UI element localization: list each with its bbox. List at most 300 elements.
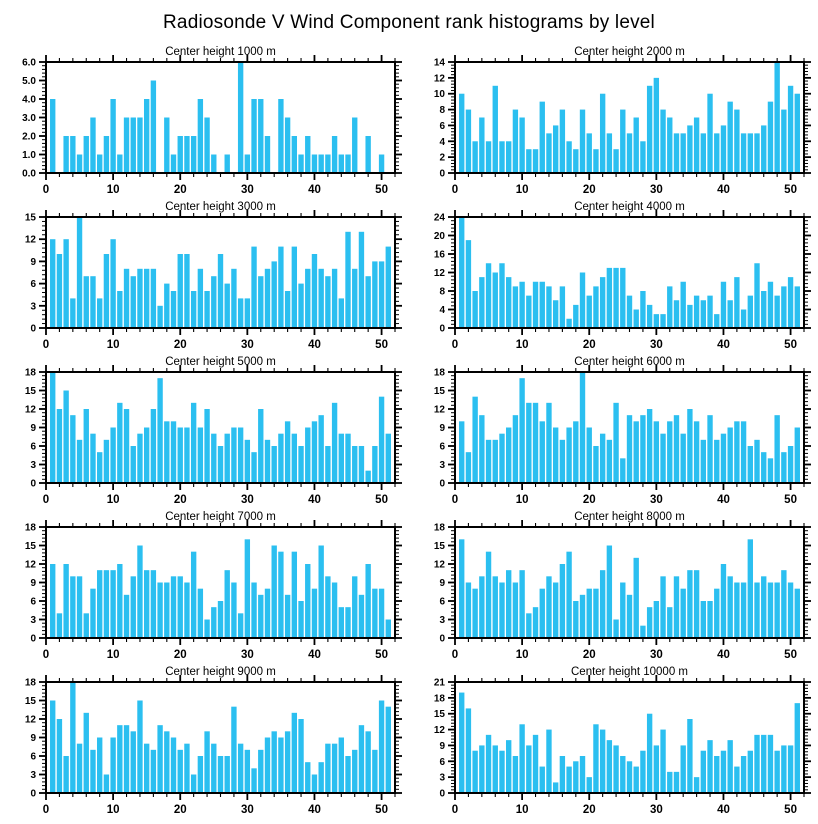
histogram-bar <box>459 693 464 793</box>
histogram-bar <box>251 452 256 483</box>
histogram-bar <box>144 744 149 793</box>
page-title: Radiosonde V Wind Component rank histograms by level <box>163 12 655 33</box>
chart-svg <box>409 664 818 819</box>
chart-svg <box>0 354 409 509</box>
histogram-bar <box>157 725 162 793</box>
histogram-bar <box>332 136 337 173</box>
histogram-bar <box>768 282 773 328</box>
x-tick-label: 50 <box>784 494 797 506</box>
x-tick-label: 40 <box>717 804 730 816</box>
y-tick-label: 15 <box>433 541 445 552</box>
histogram-bar <box>727 740 732 793</box>
histogram-bar <box>372 261 377 328</box>
histogram-bar <box>553 782 558 793</box>
y-tick-label: 3 <box>30 460 36 471</box>
histogram-bar <box>312 155 317 174</box>
histogram-bar <box>379 261 384 328</box>
histogram-bar <box>151 750 156 793</box>
x-tick-label: 20 <box>582 804 596 816</box>
histogram-bar <box>372 589 377 638</box>
y-tick-label: 24 <box>433 212 445 224</box>
histogram-bar <box>325 155 330 174</box>
histogram-bar <box>727 576 732 638</box>
histogram-bar <box>587 133 592 173</box>
x-tick-label: 40 <box>717 649 730 661</box>
histogram-bar <box>613 149 618 173</box>
histogram-bar <box>761 735 766 793</box>
histogram-bar <box>654 601 659 638</box>
y-tick-label: 6 <box>439 120 445 132</box>
histogram-bar <box>754 133 759 173</box>
histogram-bar <box>774 296 779 328</box>
x-tick-label: 30 <box>240 494 254 506</box>
histogram-bar <box>472 291 477 328</box>
x-tick-label: 0 <box>42 649 50 661</box>
histogram-bar <box>506 141 511 173</box>
histogram-bar <box>627 415 632 483</box>
histogram-bar <box>63 239 68 328</box>
histogram-bar <box>741 583 746 639</box>
histogram-bar <box>379 589 384 638</box>
x-tick-label: 40 <box>308 494 321 506</box>
histogram-bar <box>305 564 310 638</box>
histogram-bar <box>97 155 102 174</box>
histogram-bar <box>613 620 618 639</box>
y-tick-label: 18 <box>24 522 36 534</box>
histogram-bar <box>795 589 800 638</box>
histogram-bar <box>593 286 598 328</box>
histogram-bar <box>707 415 712 483</box>
histogram-bar <box>768 458 773 483</box>
histogram-bar <box>365 471 370 483</box>
histogram-bar <box>748 133 753 173</box>
histogram-bar <box>640 626 645 638</box>
histogram-bar <box>318 762 323 793</box>
histogram-bar <box>506 570 511 638</box>
histogram-bar <box>694 570 699 638</box>
histogram-bar <box>472 397 477 483</box>
histogram-bar <box>493 273 498 329</box>
histogram-bar <box>110 570 115 638</box>
histogram-bar <box>714 133 719 173</box>
histogram-bar <box>553 300 558 328</box>
histogram-bar <box>519 118 524 174</box>
y-tick-label: 12 <box>24 559 36 571</box>
histogram-bar <box>660 110 665 173</box>
histogram-bar <box>198 428 203 484</box>
histogram-center-height-1000-m <box>0 44 409 199</box>
histogram-bar <box>499 263 504 328</box>
histogram-bar <box>292 434 297 483</box>
histogram-bar <box>352 118 357 174</box>
histogram-bar <box>90 589 95 638</box>
x-tick-label: 50 <box>375 649 388 661</box>
histogram-bar <box>318 546 323 639</box>
y-tick-label: 8 <box>439 105 445 117</box>
histogram-bar <box>151 269 156 328</box>
histogram-bar <box>580 110 585 173</box>
histogram-bar <box>225 570 230 638</box>
histogram-bar <box>479 745 484 793</box>
y-tick-label: 15 <box>24 386 36 397</box>
histogram-bar <box>386 620 391 639</box>
y-tick-label: 4 <box>439 305 445 316</box>
histogram-bar <box>513 583 518 639</box>
y-tick-label: 20 <box>433 231 445 242</box>
histogram-bar <box>613 268 618 328</box>
histogram-bar <box>701 751 706 793</box>
y-tick-label: 3 <box>30 615 36 626</box>
histogram-bar <box>57 613 62 638</box>
subplot-title: Center height 8000 m <box>574 511 685 523</box>
histogram-bar <box>540 767 545 793</box>
histogram-bar <box>526 745 531 793</box>
histogram-bar <box>519 282 524 328</box>
x-tick-label: 30 <box>240 184 254 196</box>
histogram-bar <box>90 434 95 483</box>
x-tick-label: 50 <box>375 494 388 506</box>
histogram-bar <box>748 296 753 328</box>
histogram-bar <box>104 136 109 173</box>
histogram-bar <box>774 751 779 793</box>
x-tick-label: 30 <box>649 649 663 661</box>
histogram-bar <box>225 434 230 483</box>
histogram-bar <box>285 291 290 328</box>
histogram-bar <box>184 744 189 793</box>
histogram-bar <box>77 744 82 793</box>
histogram-bar <box>754 440 759 483</box>
histogram-bar <box>580 756 585 793</box>
histogram-bar <box>225 284 230 328</box>
y-tick-label: 6 <box>439 756 445 768</box>
y-tick-label: 0 <box>439 168 445 180</box>
histogram-bar <box>171 738 176 794</box>
histogram-bar <box>687 570 692 638</box>
x-tick-label: 20 <box>582 494 596 506</box>
histogram-bar <box>345 607 350 638</box>
histogram-bar <box>788 446 793 483</box>
histogram-bar <box>332 403 337 483</box>
y-tick-label: 2 <box>439 152 445 164</box>
histogram-bar <box>70 415 75 483</box>
histogram-bar <box>600 730 605 793</box>
histogram-bar <box>640 751 645 793</box>
y-tick-label: 0 <box>30 478 36 490</box>
histogram-bar <box>774 583 779 639</box>
histogram-bar <box>499 434 504 483</box>
histogram-bar <box>211 744 216 793</box>
histogram-bar <box>573 601 578 638</box>
histogram-bar <box>694 118 699 174</box>
histogram-bar <box>365 731 370 793</box>
histogram-bar <box>305 428 310 484</box>
histogram-bar <box>117 155 122 174</box>
x-tick-label: 0 <box>42 494 50 506</box>
histogram-bar <box>654 78 659 173</box>
y-tick-label: 3 <box>439 772 445 784</box>
histogram-bar <box>734 277 739 328</box>
histogram-bar <box>50 99 55 173</box>
histogram-bar <box>265 136 270 173</box>
histogram-bar <box>674 576 679 638</box>
y-tick-label: 9 <box>30 578 36 589</box>
histogram-bar <box>191 403 196 483</box>
histogram-bar <box>674 772 679 793</box>
histogram-bar <box>493 745 498 793</box>
histogram-bar <box>218 254 223 328</box>
histogram-bar <box>654 421 659 483</box>
histogram-bar <box>701 440 706 483</box>
x-tick-label: 10 <box>515 649 529 661</box>
histogram-bar <box>499 583 504 639</box>
histogram-bar <box>781 110 786 173</box>
histogram-bar <box>386 247 391 328</box>
x-tick-label: 20 <box>173 649 187 661</box>
histogram-bar <box>566 141 571 173</box>
histogram-bar <box>137 546 142 639</box>
x-tick-label: 0 <box>42 339 50 351</box>
histogram-bar <box>110 99 115 173</box>
histogram-bar <box>265 440 270 483</box>
histogram-bar <box>258 595 263 638</box>
y-tick-label: 18 <box>433 367 445 379</box>
histogram-bar <box>654 745 659 793</box>
histogram-bar <box>345 155 350 174</box>
y-tick-label: 9 <box>439 578 445 589</box>
y-tick-label: 0 <box>30 633 36 645</box>
histogram-center-height-4000-m <box>409 199 818 354</box>
histogram-bar <box>198 589 203 638</box>
histogram-bar <box>184 428 189 484</box>
y-tick-label: 4 <box>439 136 445 148</box>
histogram-bar <box>533 149 538 173</box>
histogram-bar <box>781 286 786 328</box>
histogram-bar <box>493 86 498 173</box>
histogram-bar <box>660 576 665 638</box>
histogram-bar <box>198 269 203 328</box>
histogram-bar <box>77 217 82 328</box>
histogram-bar <box>124 118 129 174</box>
histogram-bar <box>184 136 189 173</box>
x-tick-label: 20 <box>173 184 187 196</box>
histogram-bar <box>63 136 68 173</box>
y-tick-label: 12 <box>433 404 445 416</box>
histogram-bar <box>687 719 692 793</box>
histogram-bar <box>613 745 618 793</box>
x-tick-label: 10 <box>106 494 120 506</box>
histogram-bar <box>312 254 317 328</box>
histogram-bar <box>312 421 317 483</box>
histogram-bar <box>312 775 317 794</box>
histogram-bar <box>540 421 545 483</box>
histogram-bar <box>124 595 129 638</box>
histogram-bar <box>788 745 793 793</box>
histogram-bar <box>459 217 464 328</box>
histogram-bar <box>674 415 679 483</box>
histogram-bar <box>191 552 196 638</box>
histogram-bar <box>795 428 800 484</box>
histogram-bar <box>285 731 290 793</box>
histogram-bar <box>104 254 109 328</box>
histogram-bar <box>325 446 330 483</box>
histogram-bar <box>701 601 706 638</box>
histogram-bar <box>198 99 203 173</box>
histogram-bar <box>312 589 317 638</box>
histogram-bar <box>526 403 531 483</box>
histogram-bar <box>372 446 377 483</box>
x-tick-label: 20 <box>582 184 596 196</box>
histogram-bar <box>506 740 511 793</box>
histogram-bar <box>667 118 672 174</box>
y-tick-label: 0 <box>439 633 445 645</box>
x-tick-label: 30 <box>649 494 663 506</box>
histogram-bar <box>352 750 357 793</box>
subplot-title: Center height 6000 m <box>574 356 685 368</box>
histogram-bar <box>171 576 176 638</box>
histogram-bar <box>620 268 625 328</box>
histogram-bar <box>714 314 719 328</box>
histogram-bar <box>526 149 531 173</box>
histogram-bar <box>647 409 652 483</box>
histogram-bar <box>117 564 122 638</box>
histogram-bar <box>204 620 209 639</box>
histogram-bar <box>781 452 786 483</box>
histogram-bar <box>77 576 82 638</box>
chart-svg <box>0 44 409 199</box>
chart-svg <box>0 199 409 354</box>
histogram-bar <box>57 254 62 328</box>
histogram-bar <box>620 110 625 173</box>
x-tick-label: 0 <box>451 804 459 816</box>
histogram-bar <box>238 62 243 173</box>
histogram-bar <box>70 682 75 793</box>
histogram-bar <box>285 118 290 174</box>
histogram-bar <box>131 576 136 638</box>
histogram-bar <box>553 583 558 639</box>
histogram-bar <box>278 738 283 794</box>
y-tick-label: 12 <box>433 725 445 737</box>
charts-grid <box>0 44 818 819</box>
subplot-title: Center height 4000 m <box>574 201 685 213</box>
histogram-bar <box>359 725 364 793</box>
histogram-bar <box>667 286 672 328</box>
histogram-bar <box>57 409 62 483</box>
histogram-bar <box>627 595 632 638</box>
histogram-bar <box>721 125 726 173</box>
x-tick-label: 50 <box>784 339 797 351</box>
histogram-bar <box>137 118 142 174</box>
histogram-bar <box>748 751 753 793</box>
histogram-bar <box>727 428 732 484</box>
histogram-bar <box>754 583 759 639</box>
histogram-bar <box>345 434 350 483</box>
histogram-bar <box>379 701 384 794</box>
y-tick-label: 6.0 <box>22 57 36 69</box>
histogram-bar <box>681 133 686 173</box>
histogram-bar <box>345 756 350 793</box>
histogram-bar <box>278 247 283 328</box>
histogram-bar <box>379 397 384 483</box>
histogram-center-height-5000-m <box>0 354 409 509</box>
histogram-bar <box>573 761 578 793</box>
y-tick-label: 3 <box>30 301 36 313</box>
histogram-bar <box>781 745 786 793</box>
histogram-bar <box>499 141 504 173</box>
histogram-bar <box>761 576 766 638</box>
histogram-bar <box>587 589 592 638</box>
histogram-bar <box>265 589 270 638</box>
histogram-center-height-9000-m <box>0 664 409 819</box>
subplot-title: Center height 9000 m <box>165 666 276 678</box>
histogram-bar <box>499 751 504 793</box>
histogram-bar <box>566 428 571 484</box>
histogram-bar <box>245 750 250 793</box>
histogram-bar <box>701 300 706 328</box>
histogram-bar <box>379 155 384 174</box>
y-tick-label: 21 <box>433 677 445 689</box>
histogram-bar <box>278 552 283 638</box>
histogram-bar <box>184 583 189 639</box>
histogram-bar <box>238 298 243 328</box>
y-tick-label: 9 <box>439 423 445 434</box>
chart-svg <box>409 199 818 354</box>
x-tick-label: 50 <box>375 184 388 196</box>
histogram-bar <box>272 731 277 793</box>
histogram-bar <box>667 772 672 793</box>
histogram-bar <box>258 276 263 328</box>
histogram-bar <box>627 761 632 793</box>
x-tick-label: 30 <box>649 184 663 196</box>
histogram-bar <box>359 446 364 483</box>
histogram-bar <box>84 276 89 328</box>
histogram-bar <box>90 750 95 793</box>
histogram-bar <box>292 136 297 173</box>
x-tick-label: 50 <box>784 649 797 661</box>
histogram-bar <box>124 725 129 793</box>
y-tick-label: 15 <box>24 696 36 707</box>
y-tick-label: 18 <box>24 677 36 689</box>
subplot-title: Center height 10000 m <box>571 666 688 678</box>
histogram-bar <box>70 298 75 328</box>
histogram-bar <box>298 284 303 328</box>
histogram-bar <box>84 713 89 793</box>
x-tick-label: 0 <box>451 649 459 661</box>
histogram-bar <box>734 421 739 483</box>
histogram-bar <box>50 564 55 638</box>
histogram-bar <box>117 725 122 793</box>
histogram-bar <box>748 539 753 638</box>
histogram-bar <box>352 576 357 638</box>
histogram-bar <box>493 440 498 483</box>
histogram-bar <box>365 564 370 638</box>
histogram-bar <box>110 428 115 484</box>
histogram-bar <box>318 269 323 328</box>
x-tick-label: 40 <box>308 184 321 196</box>
histogram-bar <box>660 314 665 328</box>
histogram-bar <box>137 434 142 483</box>
histogram-bar <box>479 118 484 174</box>
histogram-bar <box>332 269 337 328</box>
histogram-bar <box>77 155 82 174</box>
x-tick-label: 20 <box>582 649 596 661</box>
histogram-bar <box>607 133 612 173</box>
histogram-bar <box>90 118 95 174</box>
histogram-bar <box>110 738 115 794</box>
y-tick-label: 12 <box>24 714 36 726</box>
histogram-bar <box>466 110 471 173</box>
histogram-bar <box>479 576 484 638</box>
histogram-bar <box>587 428 592 484</box>
